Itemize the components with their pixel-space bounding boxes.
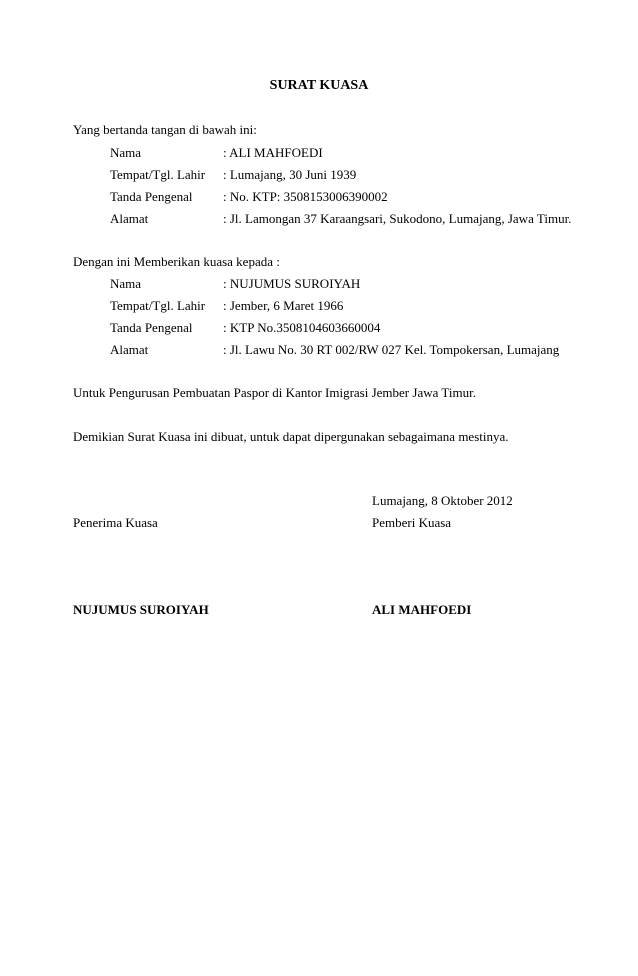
grantor-address-value: : Jl. Lamongan 37 Karaangsari, Sukodono, Lumajang, Jawa Timur. <box>223 211 572 226</box>
grantor-name-label: Nama <box>110 145 142 160</box>
giver-name: ALI MAHFOEDI <box>372 602 472 617</box>
grantee-name-value: : NUJUMUS SUROIYAH <box>223 276 361 291</box>
grantor-name-value: : ALI MAHFOEDI <box>223 145 323 160</box>
receiver-name: NUJUMUS SUROIYAH <box>73 602 209 617</box>
purpose-text: Untuk Pengurusan Pembuatan Paspor di Kantor Imigrasi Jember Jawa Timur. <box>73 385 476 400</box>
intro-grantor: Yang bertanda tangan di bawah ini: <box>73 122 257 137</box>
grantor-id-value: : No. KTP: 3508153006390002 <box>223 189 388 204</box>
grantor-birth-label: Tempat/Tgl. Lahir <box>110 167 206 182</box>
grantee-birth-value: : Jember, 6 Maret 1966 <box>223 298 344 313</box>
grantee-address-value: : Jl. Lawu No. 30 RT 002/RW 027 Kel. Tompokersan, Lumajang <box>223 342 560 357</box>
document-title: SURAT KUASA <box>269 78 369 93</box>
grantee-name-label: Nama <box>110 276 142 291</box>
place-date: Lumajang, 8 Oktober 2012 <box>372 493 513 508</box>
grantee-birth-label: Tempat/Tgl. Lahir <box>110 298 206 313</box>
grantee-id-label: Tanda Pengenal <box>110 320 193 335</box>
grantor-address-label: Alamat <box>110 211 149 226</box>
receiver-label: Penerima Kuasa <box>73 515 158 530</box>
grantee-address-label: Alamat <box>110 342 149 357</box>
intro-grantee: Dengan ini Memberikan kuasa kepada : <box>73 254 280 269</box>
grantor-birth-value: : Lumajang, 30 Juni 1939 <box>223 167 357 182</box>
grantor-id-label: Tanda Pengenal <box>110 189 193 204</box>
closing-text: Demikian Surat Kuasa ini dibuat, untuk dapat dipergunakan sebagaimana mestinya. <box>73 429 509 444</box>
giver-label: Pemberi Kuasa <box>372 515 452 530</box>
grantee-id-value: : KTP No.3508104603660004 <box>223 320 381 335</box>
